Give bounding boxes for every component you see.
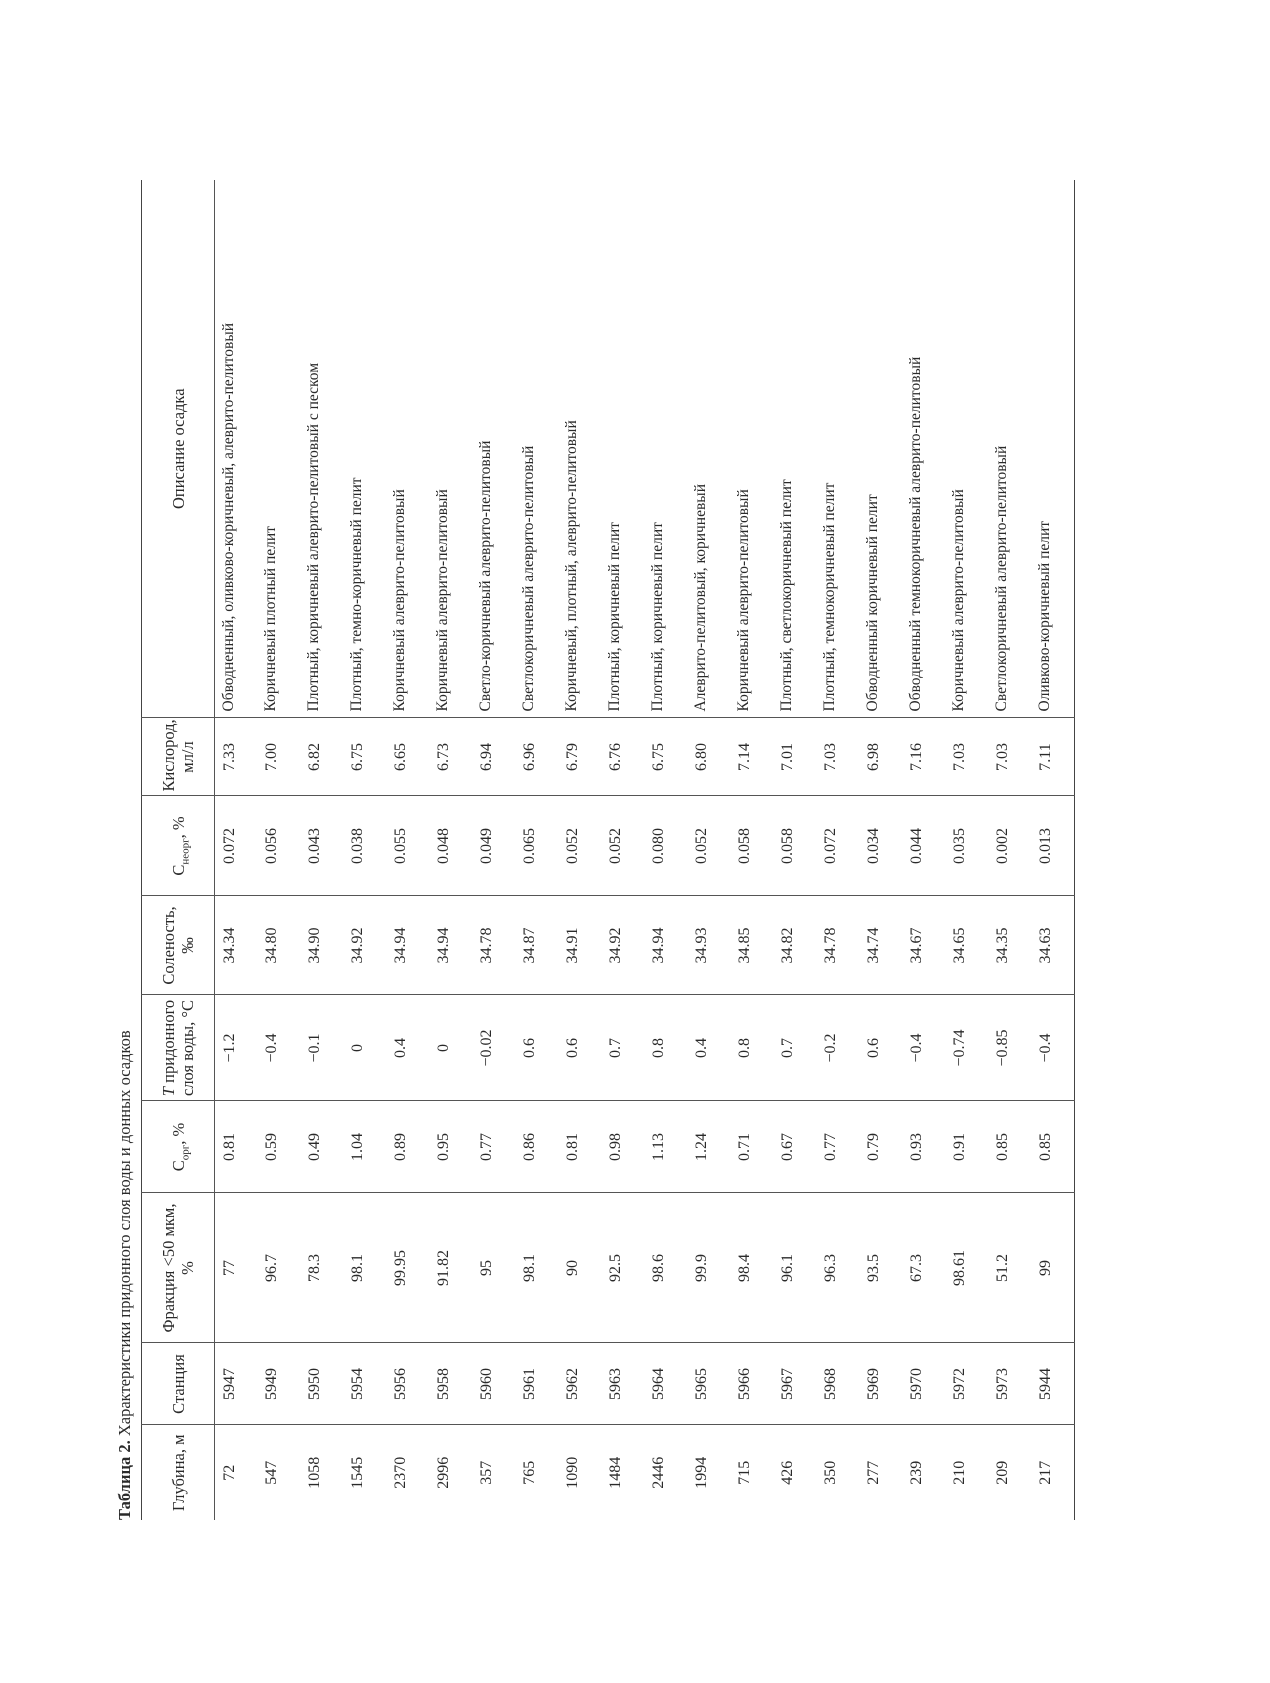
cell-description: Коричневый, плотный, алеврито-пелитовый xyxy=(559,180,602,718)
header-temperature-symbol: T xyxy=(159,1087,178,1097)
cell-corg: 0.98 xyxy=(602,1101,645,1193)
header-temperature xyxy=(142,995,215,1101)
cell-temperature: −1.2 xyxy=(215,995,258,1101)
cell-cinorg: 0.055 xyxy=(387,796,430,896)
cell-cinorg: 0.044 xyxy=(903,796,946,896)
cell-temperature: −0.4 xyxy=(258,995,301,1101)
cell-depth: 277 xyxy=(864,1460,882,1485)
cell-temperature: −0.4 xyxy=(1032,995,1075,1101)
cell-station: 5967 xyxy=(774,1343,817,1425)
cell-fraction: 98.61 xyxy=(946,1193,989,1343)
table-row xyxy=(344,180,387,1520)
cell-fraction: 99.95 xyxy=(387,1193,430,1343)
header-oxygen: Кислород, мл/л xyxy=(142,718,215,796)
cell-depth: 1545 xyxy=(348,1456,366,1489)
table-row xyxy=(817,180,860,1520)
cell-depth: 210 xyxy=(950,1460,968,1485)
cell-salinity: 34.94 xyxy=(430,896,473,995)
table-row xyxy=(860,180,903,1520)
cell-oxygen: 7.01 xyxy=(774,718,817,796)
cell-temperature: −0.4 xyxy=(903,995,946,1101)
cell-oxygen: 7.11 xyxy=(1032,718,1075,796)
cell-salinity: 34.85 xyxy=(731,896,774,995)
cell-salinity: 34.82 xyxy=(774,896,817,995)
table-header-row xyxy=(142,180,215,1520)
cell-salinity: 34.87 xyxy=(516,896,559,995)
cell-salinity: 34.93 xyxy=(688,896,731,995)
cell-corg: 0.79 xyxy=(860,1101,903,1193)
cell-cinorg: 0.035 xyxy=(946,796,989,896)
header-corg xyxy=(142,1101,215,1193)
cell-depth: 239 xyxy=(907,1460,925,1485)
cell-corg: 0.85 xyxy=(1032,1101,1075,1193)
cell-temperature: −0.1 xyxy=(301,995,344,1101)
cell-description: Плотный, коричневый алеврито-пелитовый с песком xyxy=(301,180,344,718)
header-cinorg-base: C xyxy=(168,864,188,876)
cell-station: 5965 xyxy=(688,1343,731,1425)
cell-oxygen: 6.80 xyxy=(688,718,731,796)
cell-fraction: 96.3 xyxy=(817,1193,860,1343)
table-body xyxy=(215,180,1075,1520)
table-row xyxy=(387,180,430,1520)
cell-salinity: 34.92 xyxy=(602,896,645,995)
cell-oxygen: 7.00 xyxy=(258,718,301,796)
cell-description: Плотный, светлокоричневый пелит xyxy=(774,180,817,718)
cell-corg: 0.93 xyxy=(903,1101,946,1193)
sediment-table xyxy=(141,180,1075,1520)
cell-salinity: 34.91 xyxy=(559,896,602,995)
table-row xyxy=(688,180,731,1520)
cell-corg: 0.71 xyxy=(731,1101,774,1193)
table-row xyxy=(215,180,258,1520)
cell-depth: 2996 xyxy=(434,1456,452,1489)
cell-fraction: 98.6 xyxy=(645,1193,688,1343)
cell-salinity: 34.34 xyxy=(215,896,258,995)
cell-depth: 2446 xyxy=(649,1456,667,1489)
cell-temperature: −0.02 xyxy=(473,995,516,1101)
cell-corg: 0.86 xyxy=(516,1101,559,1193)
cell-station: 5949 xyxy=(258,1343,301,1425)
cell-station: 5962 xyxy=(559,1343,602,1425)
cell-fraction: 96.1 xyxy=(774,1193,817,1343)
cell-oxygen: 6.98 xyxy=(860,718,903,796)
header-corg-sub: орг xyxy=(178,1144,191,1161)
cell-oxygen: 7.14 xyxy=(731,718,774,796)
cell-salinity: 34.67 xyxy=(903,896,946,995)
table-row xyxy=(1032,180,1075,1520)
cell-depth: 547 xyxy=(262,1460,280,1485)
cell-salinity: 34.94 xyxy=(387,896,430,995)
cell-cinorg: 0.002 xyxy=(989,796,1032,896)
cell-fraction: 99 xyxy=(1032,1193,1075,1343)
cell-station: 5954 xyxy=(344,1343,387,1425)
cell-fraction: 95 xyxy=(473,1193,516,1343)
cell-station: 5960 xyxy=(473,1343,516,1425)
cell-corg: 0.81 xyxy=(559,1101,602,1193)
cell-station: 5956 xyxy=(387,1343,430,1425)
cell-fraction: 96.7 xyxy=(258,1193,301,1343)
cell-cinorg: 0.072 xyxy=(817,796,860,896)
cell-depth: 1090 xyxy=(563,1456,581,1489)
cell-fraction: 99.9 xyxy=(688,1193,731,1343)
cell-fraction: 98.1 xyxy=(516,1193,559,1343)
table-row xyxy=(473,180,516,1520)
cell-depth: 1484 xyxy=(606,1456,624,1489)
cell-temperature: 0.4 xyxy=(688,995,731,1101)
cell-description: Плотный, коричневый пелит xyxy=(602,180,645,718)
cell-cinorg: 0.080 xyxy=(645,796,688,896)
cell-cinorg: 0.058 xyxy=(731,796,774,896)
cell-temperature: 0.8 xyxy=(645,995,688,1101)
header-temperature-text: придонного слоя воды, °C xyxy=(159,999,197,1096)
cell-depth: 209 xyxy=(993,1460,1011,1485)
cell-description: Плотный, темнокоричневый пелит xyxy=(817,180,860,718)
cell-temperature: 0.4 xyxy=(387,995,430,1101)
cell-cinorg: 0.052 xyxy=(688,796,731,896)
cell-oxygen: 6.65 xyxy=(387,718,430,796)
cell-corg: 1.13 xyxy=(645,1101,688,1193)
cell-temperature: 0.7 xyxy=(774,995,817,1101)
cell-corg: 0.85 xyxy=(989,1101,1032,1193)
table-caption-label: Таблица 2. xyxy=(115,1440,134,1520)
cell-oxygen: 6.73 xyxy=(430,718,473,796)
cell-depth: 2370 xyxy=(391,1456,409,1489)
cell-depth: 1994 xyxy=(692,1456,710,1489)
cell-temperature: 0.6 xyxy=(559,995,602,1101)
cell-oxygen: 7.03 xyxy=(989,718,1032,796)
cell-cinorg: 0.052 xyxy=(559,796,602,896)
cell-salinity: 34.90 xyxy=(301,896,344,995)
cell-fraction: 91.82 xyxy=(430,1193,473,1343)
cell-salinity: 34.65 xyxy=(946,896,989,995)
cell-depth: 72 xyxy=(221,1464,238,1481)
cell-corg: 1.04 xyxy=(344,1101,387,1193)
cell-salinity: 34.35 xyxy=(989,896,1032,995)
cell-description: Обводненный темнокоричневый алеврито-пелитовый xyxy=(903,180,946,718)
cell-corg: 0.89 xyxy=(387,1101,430,1193)
header-corg-base: C xyxy=(168,1160,188,1172)
cell-depth: 765 xyxy=(520,1460,538,1485)
header-salinity: Соленость, ‰ xyxy=(142,896,215,995)
header-corg-unit: , % xyxy=(168,1122,188,1145)
table-row xyxy=(989,180,1032,1520)
cell-oxygen: 6.79 xyxy=(559,718,602,796)
cell-oxygen: 7.33 xyxy=(215,718,258,796)
cell-depth: 357 xyxy=(477,1460,495,1485)
cell-temperature: 0 xyxy=(430,995,473,1101)
cell-fraction: 98.1 xyxy=(344,1193,387,1343)
table-row xyxy=(430,180,473,1520)
cell-cinorg: 0.013 xyxy=(1032,796,1075,896)
cell-cinorg: 0.034 xyxy=(860,796,903,896)
cell-station: 5950 xyxy=(301,1343,344,1425)
header-depth: Глубина, м xyxy=(142,1425,215,1520)
cell-fraction: 51.2 xyxy=(989,1193,1032,1343)
rotated-page-content xyxy=(110,180,1140,1520)
header-cinorg xyxy=(142,796,215,896)
table-row xyxy=(602,180,645,1520)
cell-depth: 426 xyxy=(778,1460,796,1485)
cell-description: Оливково-коричневый пелит xyxy=(1032,180,1075,718)
table-row xyxy=(516,180,559,1520)
table-row xyxy=(903,180,946,1520)
cell-description: Коричневый алеврито-пелитовый xyxy=(731,180,774,718)
cell-salinity: 34.78 xyxy=(817,896,860,995)
cell-cinorg: 0.072 xyxy=(215,796,258,896)
cell-temperature: 0.7 xyxy=(602,995,645,1101)
cell-oxygen: 6.96 xyxy=(516,718,559,796)
cell-fraction: 67.3 xyxy=(903,1193,946,1343)
header-station: Станция xyxy=(142,1343,215,1425)
cell-temperature: −0.2 xyxy=(817,995,860,1101)
cell-depth: 350 xyxy=(821,1460,839,1485)
cell-description: Коричневый алеврито-пелитовый xyxy=(387,180,430,718)
table-row xyxy=(645,180,688,1520)
cell-depth: 715 xyxy=(735,1460,753,1485)
cell-fraction: 90 xyxy=(559,1193,602,1343)
cell-fraction: 98.4 xyxy=(731,1193,774,1343)
cell-description: Обводненный коричневый пелит xyxy=(860,180,903,718)
cell-salinity: 34.92 xyxy=(344,896,387,995)
cell-salinity: 34.94 xyxy=(645,896,688,995)
cell-description: Обводненный, оливково-коричневый, алеврито-пелитовый xyxy=(215,180,258,718)
cell-station: 5964 xyxy=(645,1343,688,1425)
cell-station: 5963 xyxy=(602,1343,645,1425)
cell-description: Коричневый алеврито-пелитовый xyxy=(946,180,989,718)
cell-station: 5961 xyxy=(516,1343,559,1425)
cell-station: 5970 xyxy=(903,1343,946,1425)
cell-corg: 1.24 xyxy=(688,1101,731,1193)
cell-station: 5973 xyxy=(989,1343,1032,1425)
cell-oxygen: 6.75 xyxy=(344,718,387,796)
cell-station: 5968 xyxy=(817,1343,860,1425)
cell-description: Светло-коричневый алеврито-пелитовый xyxy=(473,180,516,718)
cell-oxygen: 6.75 xyxy=(645,718,688,796)
cell-fraction: 77 xyxy=(215,1193,258,1343)
cell-station: 5944 xyxy=(1032,1343,1075,1425)
cell-station: 5966 xyxy=(731,1343,774,1425)
cell-cinorg: 0.038 xyxy=(344,796,387,896)
cell-corg: 0.67 xyxy=(774,1101,817,1193)
table-row xyxy=(774,180,817,1520)
table-caption xyxy=(110,1030,140,1520)
cell-corg: 0.95 xyxy=(430,1101,473,1193)
cell-temperature: 0.6 xyxy=(516,995,559,1101)
cell-salinity: 34.80 xyxy=(258,896,301,995)
cell-oxygen: 7.16 xyxy=(903,718,946,796)
cell-oxygen: 6.76 xyxy=(602,718,645,796)
header-cinorg-sub: неорг xyxy=(178,838,191,865)
cell-station: 5958 xyxy=(430,1343,473,1425)
cell-description: Коричневый плотный пелит xyxy=(258,180,301,718)
cell-corg: 0.91 xyxy=(946,1101,989,1193)
cell-cinorg: 0.052 xyxy=(602,796,645,896)
cell-corg: 0.49 xyxy=(301,1101,344,1193)
cell-cinorg: 0.056 xyxy=(258,796,301,896)
cell-description: Коричневый алеврито-пелитовый xyxy=(430,180,473,718)
table-caption-text: Характеристики придонного слоя воды и донных осадков xyxy=(115,1030,134,1441)
table-row xyxy=(258,180,301,1520)
cell-oxygen: 7.03 xyxy=(817,718,860,796)
cell-depth: 217 xyxy=(1036,1460,1054,1485)
cell-salinity: 34.74 xyxy=(860,896,903,995)
cell-salinity: 34.78 xyxy=(473,896,516,995)
cell-corg: 0.77 xyxy=(473,1101,516,1193)
cell-station: 5972 xyxy=(946,1343,989,1425)
cell-cinorg: 0.043 xyxy=(301,796,344,896)
cell-cinorg: 0.048 xyxy=(430,796,473,896)
table-row xyxy=(559,180,602,1520)
cell-cinorg: 0.058 xyxy=(774,796,817,896)
cell-fraction: 92.5 xyxy=(602,1193,645,1343)
cell-temperature: −0.85 xyxy=(989,995,1032,1101)
cell-temperature: 0.8 xyxy=(731,995,774,1101)
cell-corg: 0.81 xyxy=(215,1101,258,1193)
cell-description: Светлокоричневый алеврито-пелитовый xyxy=(989,180,1032,718)
cell-salinity: 34.63 xyxy=(1032,896,1075,995)
cell-description: Плотный, темно-коричневый пелит xyxy=(344,180,387,718)
cell-corg: 0.59 xyxy=(258,1101,301,1193)
table-row xyxy=(301,180,344,1520)
cell-corg: 0.77 xyxy=(817,1101,860,1193)
cell-temperature: 0.6 xyxy=(860,995,903,1101)
table-row xyxy=(731,180,774,1520)
cell-fraction: 78.3 xyxy=(301,1193,344,1343)
cell-fraction: 93.5 xyxy=(860,1193,903,1343)
cell-oxygen: 6.82 xyxy=(301,718,344,796)
cell-station: 5947 xyxy=(215,1343,258,1425)
cell-description: Светлокоричневый алеврито-пелитовый xyxy=(516,180,559,718)
cell-oxygen: 7.03 xyxy=(946,718,989,796)
header-cinorg-unit: , % xyxy=(168,816,188,839)
table-row xyxy=(946,180,989,1520)
cell-cinorg: 0.065 xyxy=(516,796,559,896)
header-description: Описание осадка xyxy=(142,180,215,718)
cell-station: 5969 xyxy=(860,1343,903,1425)
cell-description: Алеврито-пелитовый, коричневый xyxy=(688,180,731,718)
cell-temperature: −0.74 xyxy=(946,995,989,1101)
cell-temperature: 0 xyxy=(344,995,387,1101)
cell-cinorg: 0.049 xyxy=(473,796,516,896)
header-fraction: Фракция <50 мкм, % xyxy=(142,1193,215,1343)
cell-depth: 1058 xyxy=(305,1456,323,1489)
cell-description: Плотный, коричневый пелит xyxy=(645,180,688,718)
cell-oxygen: 6.94 xyxy=(473,718,516,796)
